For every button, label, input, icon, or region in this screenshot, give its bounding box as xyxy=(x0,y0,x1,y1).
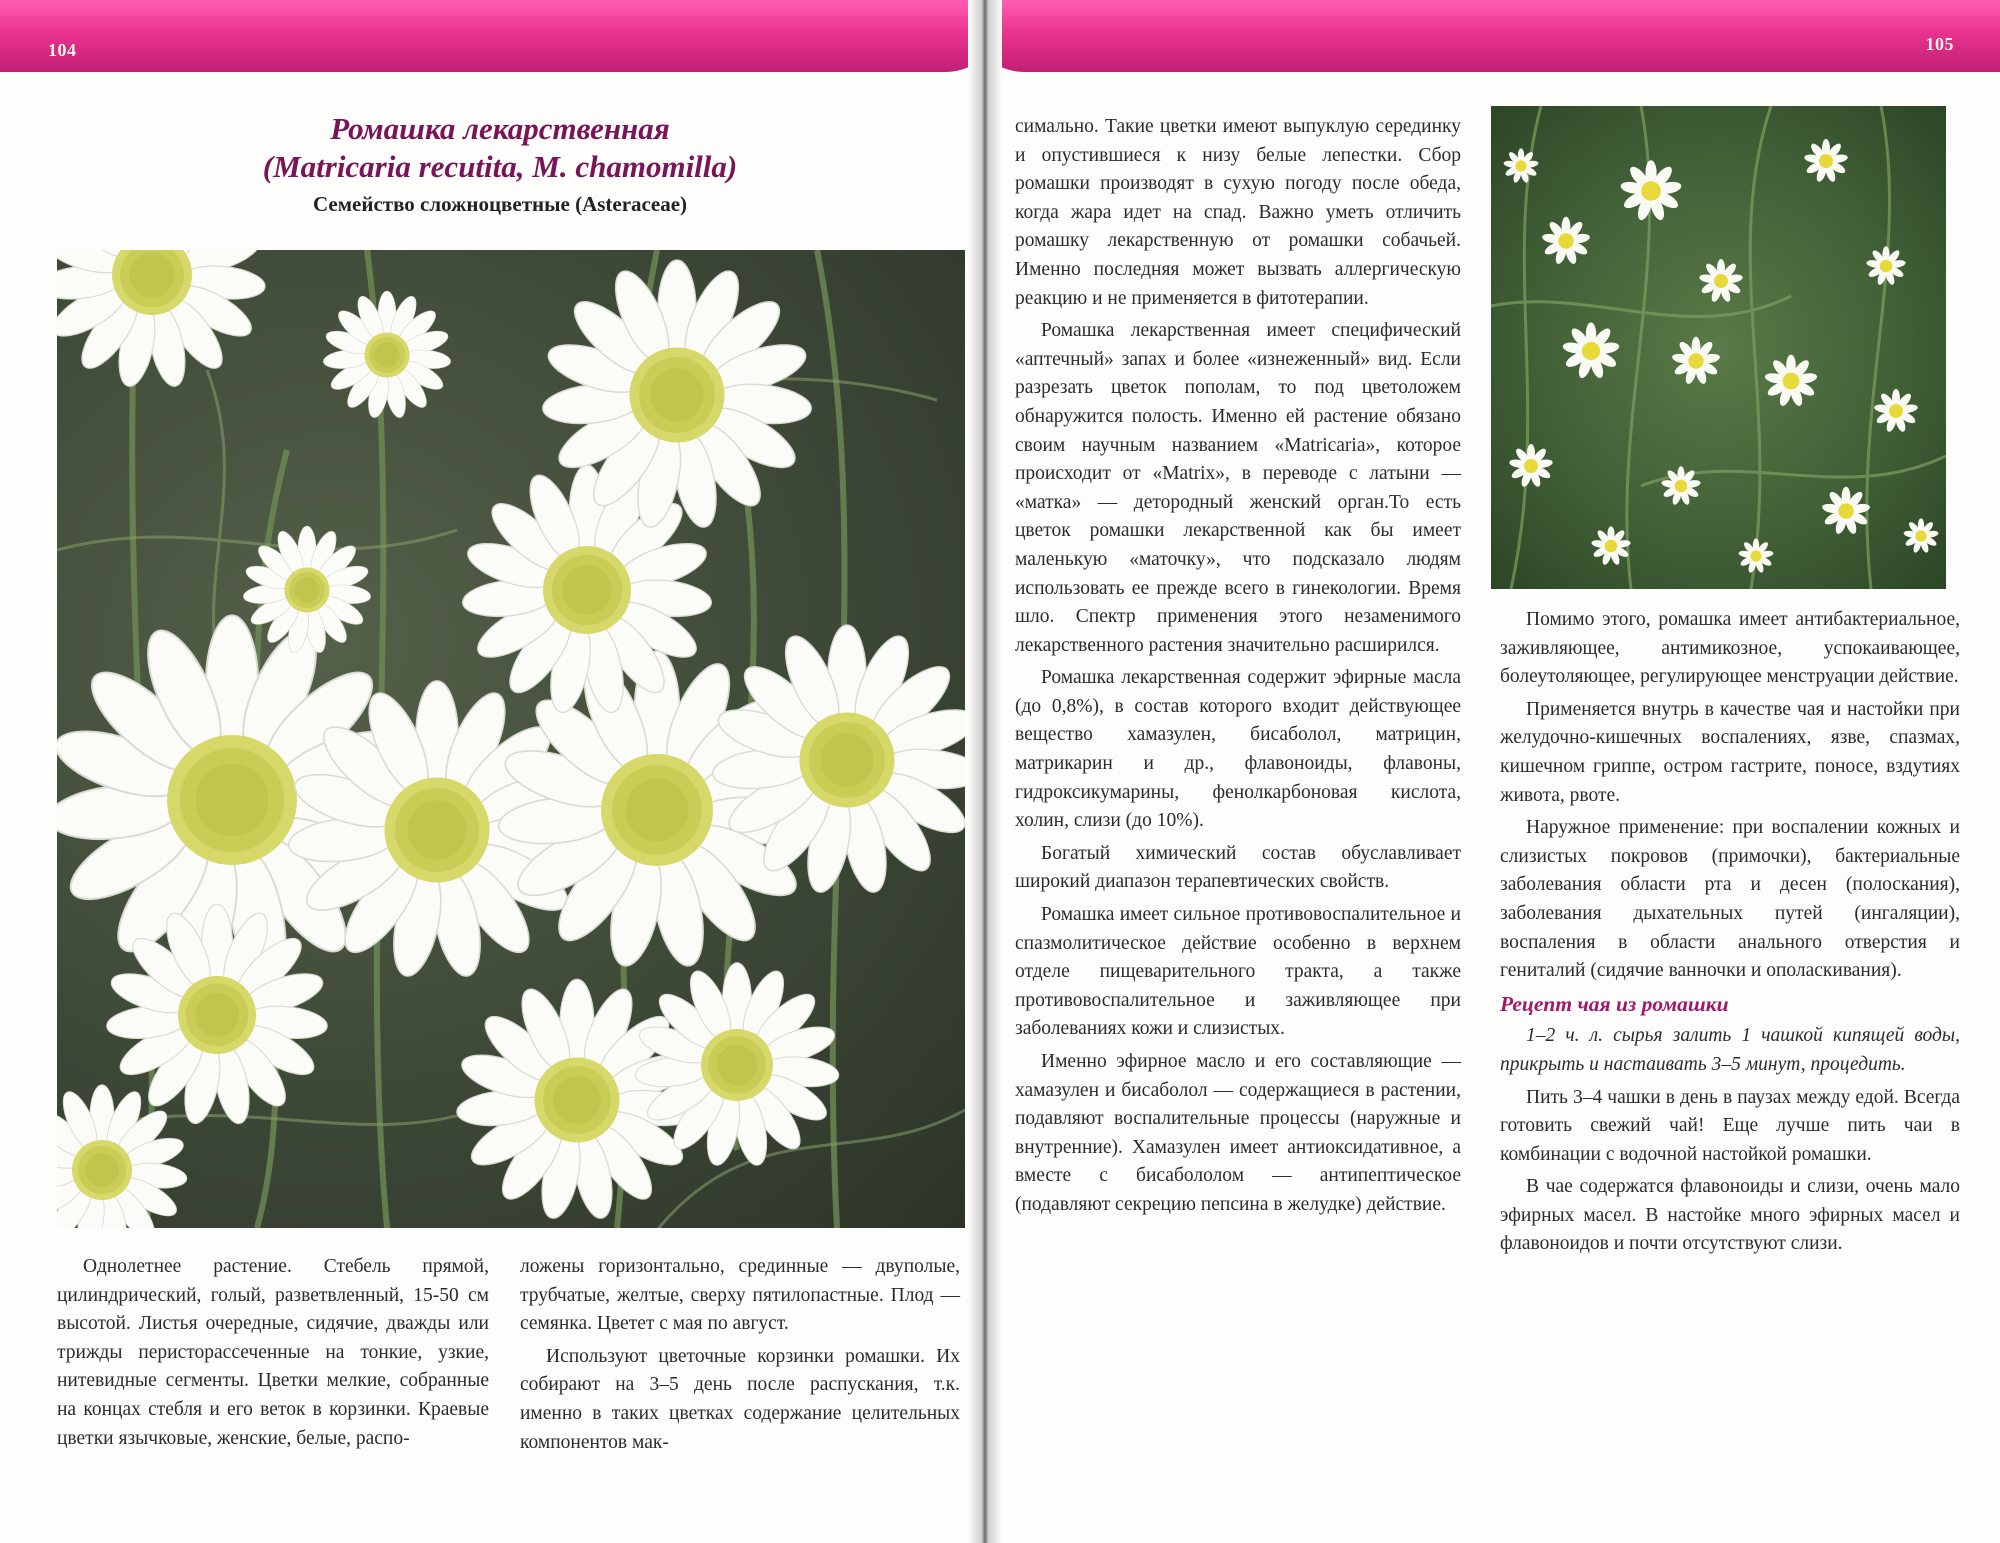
paragraph: Ромашка имеет сильное противовоспалительное и спазмолитическое действие особенно в верхнем отделе пищеварительного тракта, а также противовоспалительное и заживляющее при заболеваниях кожи и слизистых. xyxy=(1015,904,1461,1040)
left-page xyxy=(0,0,985,1543)
left-column-1 xyxy=(57,1253,489,1457)
right-page xyxy=(985,0,2000,1543)
header-band-left xyxy=(0,0,985,72)
paragraph: В чае содержатся флавоноиды и слизи, очень мало эфирных масел. В настойке много эфирных масел и флавоноидов и почти отсутствуют слизи. xyxy=(1500,1176,1960,1255)
recipe-text: 1–2 ч. л. сырья залить 1 чашкой кипящей воды, прикрыть и настаивать 3–5 минут, процедить. xyxy=(1500,1025,1960,1075)
paragraph: Именно эфирное масло и его составляющие — хамазулен и бисаболол — содержащиеся в растении, подавляют воспалительные процессы (наружные и внутренние). Хамазулен имеет антиоксидативное, а вместе с бисабололом — антипептическое (подавляют секрецию пепсина в желудке) действие. xyxy=(1015,1051,1461,1215)
chamomile-photo-large xyxy=(57,250,965,1228)
title-line-2: (Matricaria recutita, M. chamomilla) xyxy=(262,149,738,184)
paragraph: симально. Такие цветки имеют выпуклую серединку и опустившиеся к низу белые лепестки. Сбор ромашки производят в сухую погоду после обеда, когда жара идет на спад. Важно уметь отличить ромашку лекарственную от ромашки собачьей. Именно последняя может вызвать аллергическую реакцию и не применяется в фитотерапии. xyxy=(1015,116,1461,309)
page-number-right: 105 xyxy=(1925,34,1954,54)
paragraph: Ромашка лекарственная имеет специфический «аптечный» запах и более «изнеженный» вид. Если разрезать цветок пополам, то под цветоложем обнаружится полость. Именно ей растение обязано своим научным названием «Matricaria», которое происходит от «Matrix», в переводе с латыни — «матка» — детородный женский орган.То есть цветок ромашки лекарственной как бы имеет маленькую «маточку», что подсказало людям использовать ее прежде всего в гинекологии. Время шло. Спектр применения этого незаменимого лекарственного растения значительно расширился. xyxy=(1015,320,1461,656)
paragraph: Однолетнее растение. Стебель прямой, цилиндрический, голый, разветвленный, 15-50 см высотой. Листья очередные, сидячие, дважды или трижды перисторассеченные на тонкие, узкие, нитевидные сегменты. Цветки мелкие, собранные на концах стебля и его веток в корзинки. Краевые цветки язычковые, женские, белые, распо- xyxy=(57,1256,489,1449)
paragraph: Применяется внутрь в качестве чая и настойки при желудочно-кишечных воспалениях, язве, спазмах, кишечном гриппе, остром гастрите, поносе, вздутиях живота, рвоте. xyxy=(1500,698,1960,806)
recipe-heading: Рецепт чая из ромашки xyxy=(1500,991,1729,1016)
header-band-right xyxy=(985,0,2000,72)
paragraph: Наружное применение: при воспалении кожных и слизистых покровов (примочки), бактериальные заболевания области рта и десен (полоскания), заболевания дыхательных путей (ингаляции), воспаления в области анального отверстия и гениталий (сидячие ванночки и ополаскивания). xyxy=(1500,817,1960,982)
paragraph: Богатый химический состав обуславливает широкий диапазон терапевтических свойств. xyxy=(1015,842,1461,893)
chamomile-photo-small xyxy=(1491,106,1946,589)
paragraph: Используют цветочные корзинки ромашки. Их собирают на 3–5 день после распускания, т.к. именно в таких цветках содержание целительных компонентов мак- xyxy=(520,1345,960,1453)
paragraph: ложены горизонтально, срединные — двуполые, трубчатые, желтые, сверху пятилопастные. Плод — семянка. Цветет с мая по август. xyxy=(520,1256,960,1335)
paragraph: Помимо этого, ромашка имеет антибактериальное, заживляющее, антимикозное, успокаивающее, болеутоляющее, регулирующее менструации действие. xyxy=(1500,609,1960,688)
right-column-1 xyxy=(1015,113,1461,1224)
book-gutter xyxy=(968,0,1002,1543)
paragraph: Ромашка лекарственная содержит эфирные масла (до 0,8%), в состав которого входит действующее вещество хамазулен, бисаболол, матрицин, матрикарин и др., флавоноиды, флавоны, гидроксикумарины, фенолкарбоновая кислота, холин, слизи (до 10%). xyxy=(1015,667,1461,832)
paragraph: Пить 3–4 чашки в день в паузах между едой. Всегда готовить свежий чай! Еще лучше пить чаи в комбинации с водочной настойкой ромашки. xyxy=(1500,1086,1960,1165)
left-column-2 xyxy=(520,1253,960,1461)
page-title xyxy=(140,110,860,186)
right-column-2 xyxy=(1500,606,1960,1263)
page-number-left: 104 xyxy=(48,40,77,60)
title-line-1: Ромашка лекарственная xyxy=(330,111,670,146)
family-subtitle: Семейство сложноцветные (Asteraceae) xyxy=(312,192,688,216)
